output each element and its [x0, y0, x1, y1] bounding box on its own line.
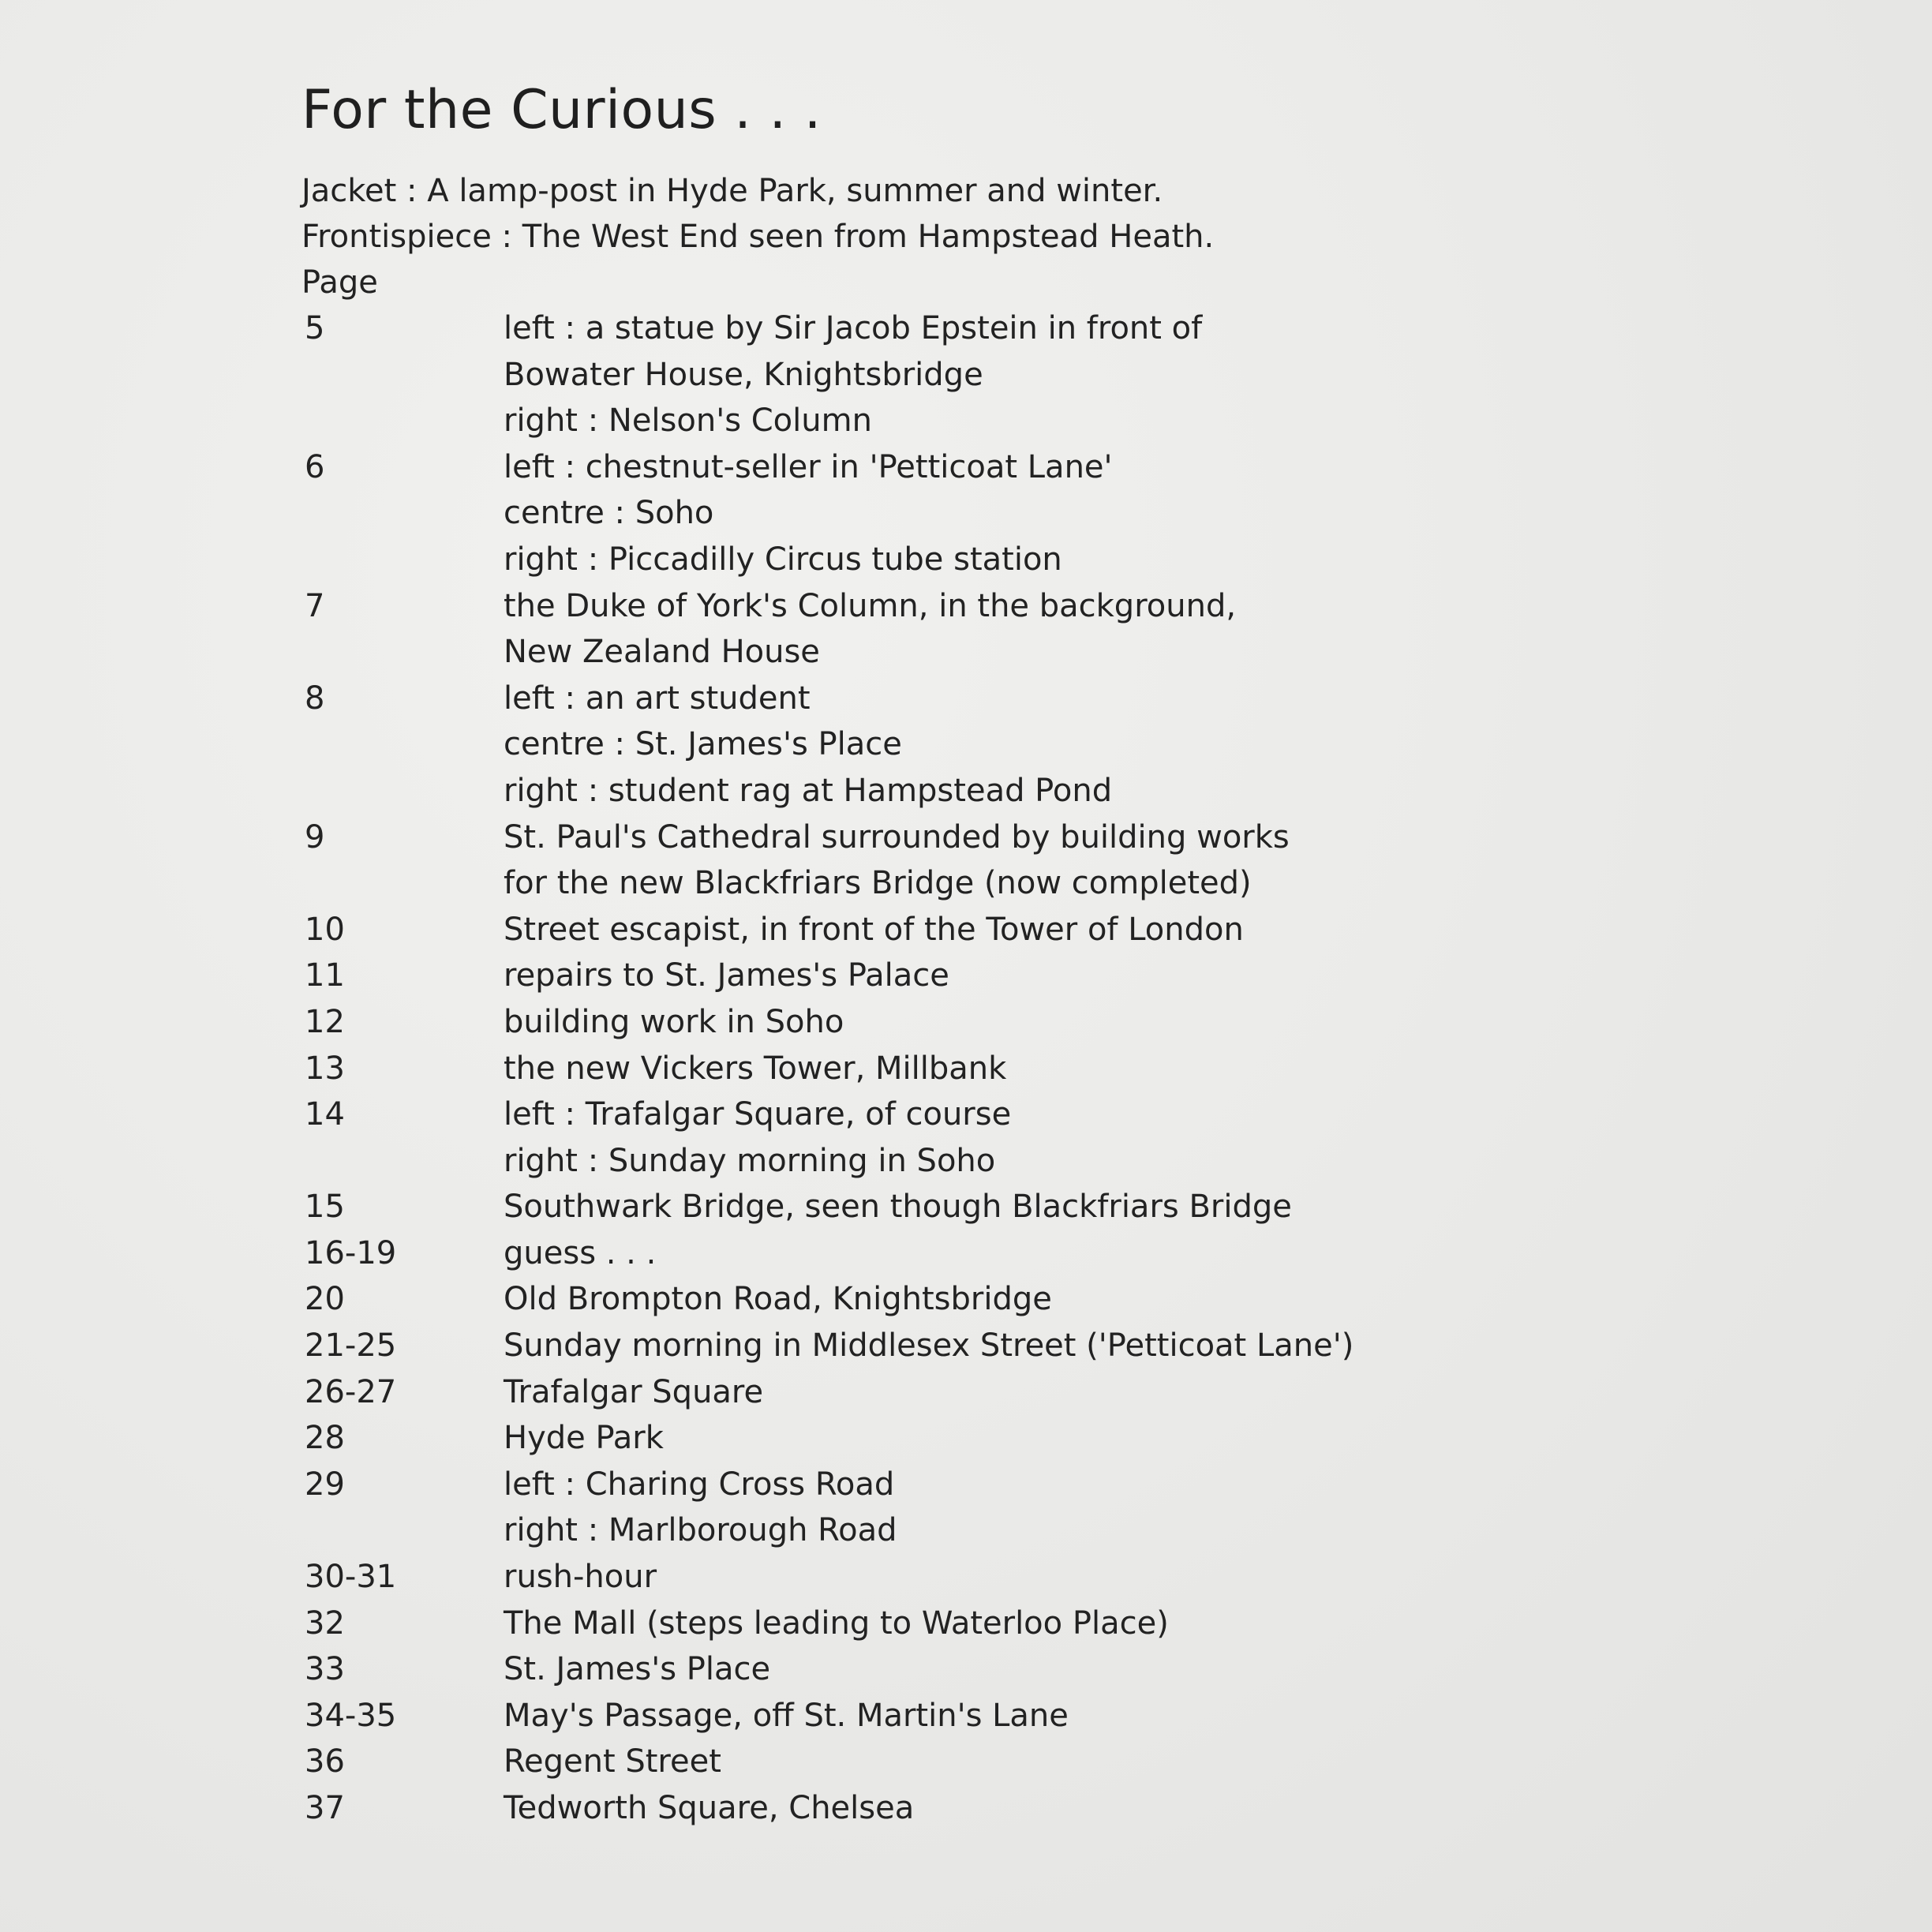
- page-number: 32: [305, 1604, 345, 1642]
- caption-row: [301, 444, 1690, 583]
- caption-description: [504, 305, 1202, 444]
- caption-row: [301, 1601, 1690, 1647]
- caption-row: [301, 1415, 1690, 1462]
- caption-line: Street escapist, in front of the Tower of London: [504, 911, 1244, 948]
- page-number: 21-25: [305, 1327, 397, 1365]
- page-number: 16-19: [305, 1234, 397, 1271]
- caption-line: New Zealand House: [504, 634, 820, 671]
- caption-line: The Mall (steps leading to Waterloo Place): [504, 1604, 1169, 1642]
- caption-list: [301, 305, 1690, 1832]
- caption-description: [504, 1091, 1011, 1184]
- caption-line: right : student rag at Hampstead Pond: [504, 772, 1113, 809]
- caption-line: left : Trafalgar Square, of course: [504, 1096, 1012, 1133]
- page-number: 34-35: [305, 1697, 397, 1734]
- page-title: For the Curious . . .: [301, 79, 822, 141]
- page-column-heading: Page: [301, 264, 378, 301]
- page-number: 37: [305, 1790, 345, 1826]
- caption-row: [301, 676, 1690, 814]
- caption-line: Hyde Park: [504, 1420, 664, 1457]
- caption-line: right : Nelson's Column: [504, 402, 872, 440]
- caption-description: [504, 1046, 1006, 1092]
- caption-description: [504, 1601, 1169, 1647]
- frontispiece-caption: Frontispiece : The West End seen from Hampstead Heath.: [301, 219, 1215, 255]
- caption-description: [504, 1415, 664, 1462]
- page-number: 13: [305, 1050, 345, 1087]
- caption-row: [301, 1046, 1690, 1092]
- caption-row: [301, 1323, 1690, 1369]
- caption-description: [504, 1646, 770, 1693]
- caption-line: right : Marlborough Road: [504, 1512, 897, 1549]
- caption-line: left : Charing Cross Road: [504, 1466, 895, 1503]
- page-number: 14: [305, 1096, 345, 1133]
- caption-line: for the new Blackfriars Bridge (now completed): [504, 865, 1252, 902]
- caption-description: [504, 676, 1112, 814]
- caption-row: [301, 1276, 1690, 1323]
- caption-description: [504, 953, 949, 999]
- page-number: 33: [305, 1651, 345, 1688]
- page-number: 7: [305, 587, 325, 624]
- caption-row: [301, 999, 1690, 1046]
- page-number: 12: [305, 1003, 345, 1040]
- caption-line: Tedworth Square, Chelsea: [504, 1790, 915, 1826]
- caption-line: Sunday morning in Middlesex Street ('Petticoat Lane'): [504, 1327, 1354, 1365]
- caption-row: [301, 1091, 1690, 1184]
- caption-description: [504, 1230, 656, 1277]
- caption-description: [504, 1693, 1069, 1739]
- caption-description: [504, 907, 1244, 953]
- caption-description: [504, 814, 1290, 907]
- caption-description: [504, 1462, 897, 1554]
- page-number: 10: [305, 911, 345, 948]
- caption-line: May's Passage, off St. Martin's Lane: [504, 1697, 1069, 1734]
- caption-line: the Duke of York's Column, in the background,: [504, 587, 1237, 624]
- caption-description: [504, 1323, 1354, 1369]
- page-number: 26-27: [305, 1373, 397, 1410]
- page-number: 28: [305, 1420, 345, 1457]
- caption-row: [301, 1462, 1690, 1554]
- caption-row: [301, 1369, 1690, 1416]
- caption-description: [504, 1739, 721, 1785]
- caption-row: [301, 1184, 1690, 1230]
- caption-line: Bowater House, Knightsbridge: [504, 356, 983, 393]
- caption-line: St. James's Place: [504, 1651, 771, 1688]
- caption-line: guess . . .: [504, 1234, 657, 1271]
- page-number: 6: [305, 448, 325, 485]
- caption-line: the new Vickers Tower, Millbank: [504, 1050, 1007, 1087]
- caption-line: Trafalgar Square: [504, 1373, 764, 1410]
- jacket-caption: Jacket : A lamp-post in Hyde Park, summer and winter.: [301, 173, 1163, 209]
- caption-row: [301, 1646, 1690, 1693]
- captions-section: [301, 79, 1690, 1832]
- page-number: 11: [305, 957, 345, 994]
- caption-line: Regent Street: [504, 1743, 721, 1780]
- caption-line: left : a statue by Sir Jacob Epstein in front of: [504, 310, 1203, 346]
- caption-line: repairs to St. James's Palace: [504, 957, 949, 994]
- page-number: 8: [305, 680, 325, 717]
- caption-row: [301, 814, 1690, 907]
- caption-line: left : an art student: [504, 680, 811, 717]
- caption-description: [504, 1554, 657, 1601]
- caption-row: [301, 583, 1690, 676]
- caption-line: right : Sunday morning in Soho: [504, 1142, 996, 1179]
- caption-row: [301, 907, 1690, 953]
- caption-line: rush-hour: [504, 1559, 657, 1596]
- page-number: 20: [305, 1281, 345, 1318]
- caption-row: [301, 305, 1690, 444]
- page-number: 5: [305, 310, 325, 346]
- caption-line: building work in Soho: [504, 1003, 844, 1040]
- caption-description: [504, 1369, 763, 1416]
- caption-description: [504, 999, 844, 1046]
- page-number: 15: [305, 1189, 345, 1226]
- caption-line: Southwark Bridge, seen though Blackfriars Bridge: [504, 1189, 1292, 1226]
- page-number: 36: [305, 1743, 345, 1780]
- caption-description: [504, 1276, 1052, 1323]
- caption-row: [301, 953, 1690, 999]
- caption-line: Old Brompton Road, Knightsbridge: [504, 1281, 1052, 1318]
- page-number: 9: [305, 818, 325, 856]
- caption-description: [504, 1184, 1292, 1230]
- caption-line: centre : Soho: [504, 495, 714, 532]
- caption-description: [504, 1785, 914, 1832]
- caption-line: centre : St. James's Place: [504, 726, 902, 763]
- caption-line: St. Paul's Cathedral surrounded by building works: [504, 818, 1290, 856]
- caption-row: [301, 1739, 1690, 1785]
- caption-line: left : chestnut-seller in 'Petticoat Lane': [504, 448, 1113, 485]
- caption-row: [301, 1230, 1690, 1277]
- caption-description: [504, 583, 1236, 676]
- caption-row: [301, 1693, 1690, 1739]
- caption-description: [504, 444, 1113, 583]
- caption-row: [301, 1785, 1690, 1832]
- page-number: 30-31: [305, 1559, 397, 1596]
- caption-row: [301, 1554, 1690, 1601]
- caption-line: right : Piccadilly Circus tube station: [504, 541, 1062, 578]
- page-number: 29: [305, 1466, 345, 1503]
